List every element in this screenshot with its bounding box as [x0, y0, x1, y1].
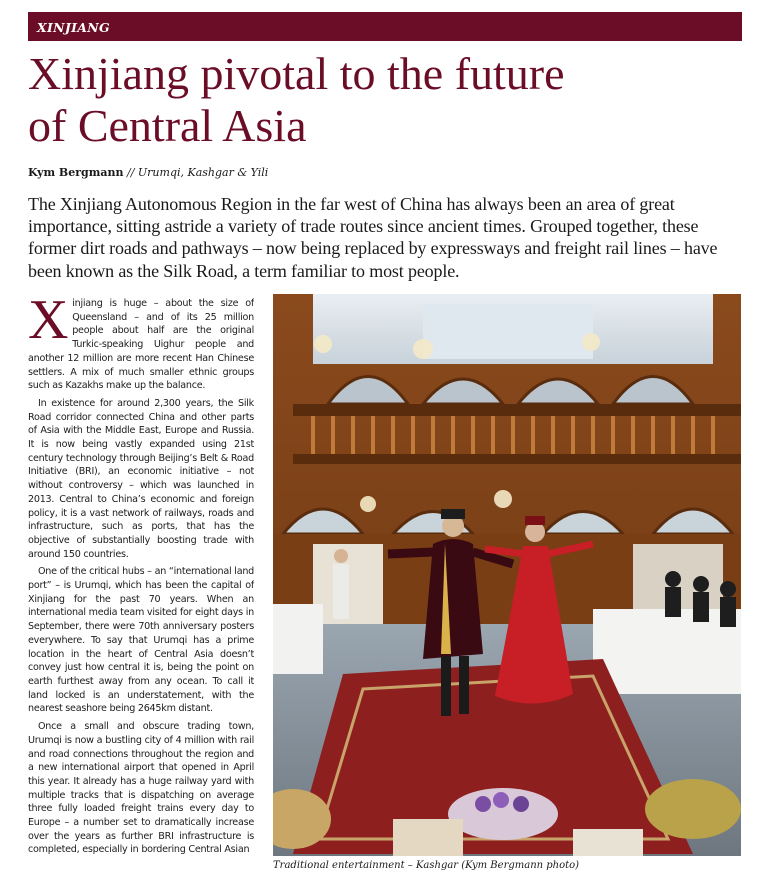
photo-illustration: [273, 294, 741, 856]
byline-author: Kym Bergmann: [28, 166, 124, 179]
byline-location: Urumqi, Kashgar & Yili: [137, 166, 269, 179]
article-body-column: [28, 297, 254, 877]
body-paragraph-2: In existence for around 2,300 years, the Silk Road corridor connected China and other parts of Asia with the Middle East, Europe and Russia. It is now being vastly expanded using 21st century technology through Beijing’s Belt & Road Initiative (BRI), an economic initiative – not without controversy – which was launched in 2013. Central to China’s economic and foreign policy, it is a vast network of railways, roads and infrastructure, such as ports, that has the objective of substantially boosting trade with around 150 countries.: [28, 397, 254, 560]
headline: [28, 48, 748, 152]
section-label-bar: [28, 12, 742, 41]
body-paragraph-3: One of the critical hubs – an “international land port” – is Urumqi, which has been the capital of Xinjiang for the past 70 years. When an international media team visited for eight days in September, there were 70th anniversary posters everywhere. To say that Urumqi has a prime location in the heart of Central Asia doesn’t convey just how central it is, being the point on earth furthest away from any ocean. To call it land locked is an understatement, with the nearest seashore being 2645km distant.: [28, 566, 254, 715]
headline-line-1: Xinjiang pivotal to the future: [28, 48, 565, 99]
headline-line-2: of Central Asia: [28, 100, 307, 151]
body-paragraph-1-text: injiang is huge – about the size of Queensland – and of its 25 million people about half are the original Turkic-speaking Uighur people and another 12 million are more recent Han Chinese settlers. A mix of much smaller ethnic groups such as Kazakhs make up the balance.: [28, 298, 254, 392]
drop-cap: X: [28, 297, 69, 351]
standfirst: The Xinjiang Autonomous Region in the far west of China has always been an area of great importance, sitting astride a variety of trade routes since ancient times. Grouped together, these former dirt roads and pathways – now being replaced by expressways and freight rail lines – have been known as the Silk Road, a term familiar to most people.: [28, 194, 718, 281]
byline-separator: //: [126, 166, 135, 179]
body-paragraph-4: Once a small and obscure trading town, Urumqi is now a bustling city of 4 million with rail and road connections throughout the region and a new international airport that opened in April this year. It already has a huge railway yard with multiple tracks that is dispatching on average three fully loaded freight trains every day to Europe – a number set to dramatically increase over the years as further BRI infrastructure is completed, especially in bordering Central Asian: [28, 721, 254, 856]
body-paragraph-1: [28, 297, 254, 393]
photo-caption: Traditional entertainment – Kashgar (Kym Bergmann photo): [273, 860, 580, 871]
section-label: XINJIANG: [37, 20, 110, 35]
byline: [28, 166, 268, 179]
article-photo: [273, 294, 741, 856]
